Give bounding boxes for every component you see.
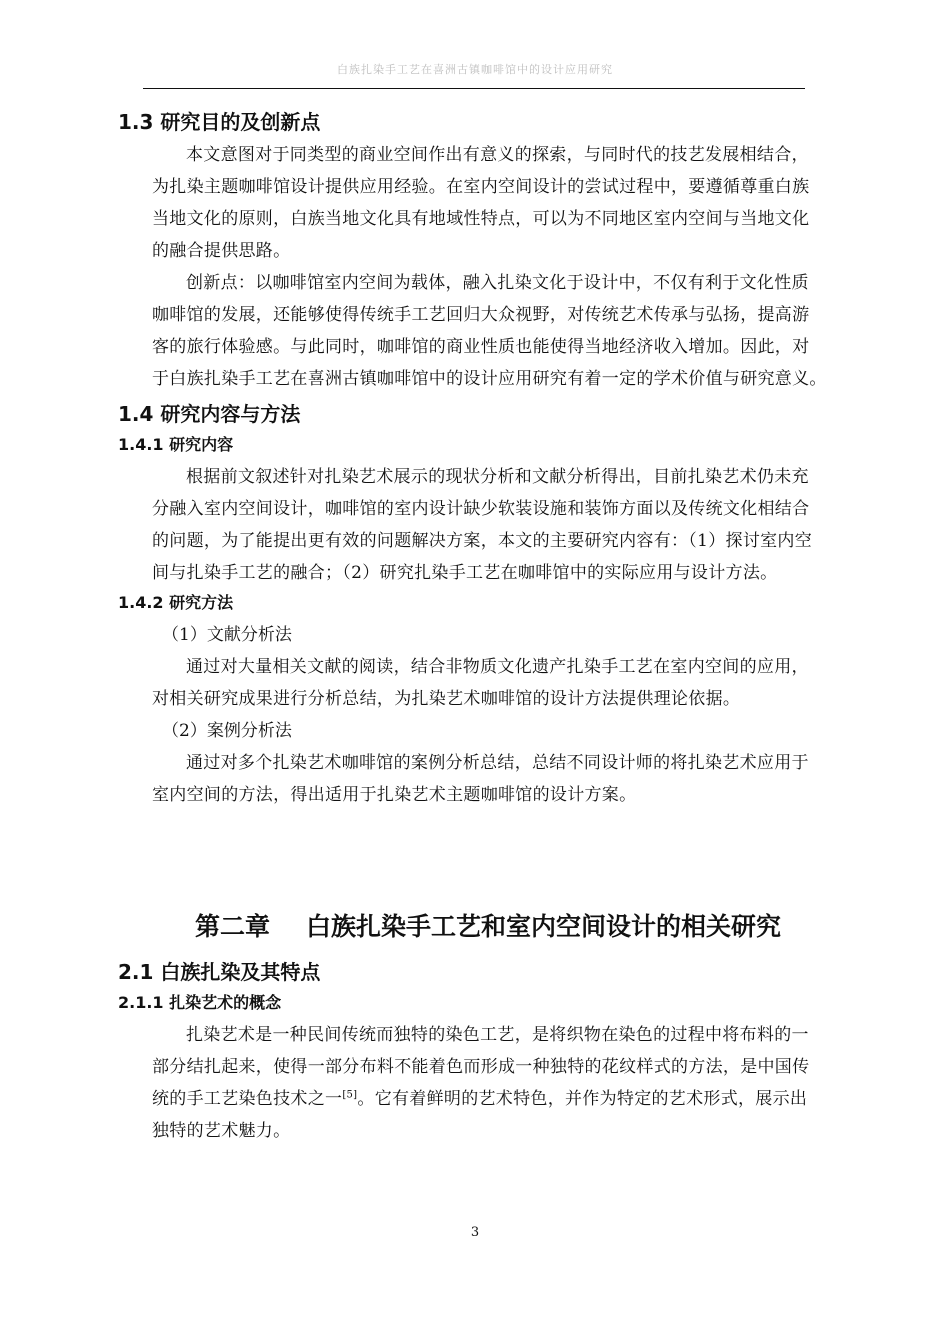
citation-reference[interactable]: [5] (342, 1089, 358, 1101)
chapter-label: 第二章 (194, 912, 270, 941)
method-2-label: （2）案例分析法 (162, 721, 292, 741)
section-1-4-2-heading: 1.4.2 研究方法 (118, 593, 234, 612)
text-line: 通过对多个扎染艺术咖啡馆的案例分析总结，总结不同设计师的将扎染艺术应用于 (186, 753, 809, 773)
text-line: 部分结扎起来，使得一部分布料不能着色而形成一种独特的花纹样式的方法，是中国传 (152, 1057, 810, 1077)
section-1-4-heading: 1.4 研究内容与方法 (118, 402, 301, 426)
text-line: 的融合提供思路。 (152, 241, 291, 261)
section-2-1-heading: 2.1 白族扎染及其特点 (118, 960, 321, 984)
section-1-3-heading: 1.3 研究目的及创新点 (118, 110, 321, 134)
text-line: 独特的艺术魅力。 (152, 1121, 291, 1141)
section-1-3-paragraph-1 (118, 139, 858, 267)
method-1-paragraph (118, 651, 858, 715)
text-line: 间与扎染手工艺的融合；（2）研究扎染手工艺在咖啡馆中的实际应用与设计方法。 (152, 563, 778, 583)
method-2-paragraph (118, 747, 858, 811)
section-1-4-1-heading: 1.4.1 研究内容 (118, 435, 234, 454)
text-line: 的问题，为了能提出更有效的问题解决方案，本文的主要研究内容有：（1）探讨室内空 (152, 531, 813, 551)
text-line: 为扎染主题咖啡馆设计提供应用经验。在室内空间设计的尝试过程中，要遵循尊重白族 (152, 177, 810, 197)
header-rule (143, 88, 805, 89)
chapter-spacer (118, 811, 858, 895)
section-1-4-1-paragraph (118, 461, 858, 589)
running-header: 白族扎染手工艺在喜洲古镇咖啡馆中的设计应用研究 (337, 63, 613, 76)
text-line: 根据前文叙述针对扎染艺术展示的现状分析和文献分析得出，目前扎染艺术仍未充 (186, 467, 809, 487)
text-line: 本文意图对于同类型的商业空间作出有意义的探索，与同时代的技艺发展相结合， (186, 145, 809, 165)
text-line: 于白族扎染手工艺在喜洲古镇咖啡馆中的设计应用研究有着一定的学术价值与研究意义。 (152, 369, 827, 389)
text-line: 创新点：以咖啡馆室内空间为载体，融入扎染文化于设计中，不仅有利于文化性质 (186, 273, 809, 293)
text-line: 客的旅行体验感。与此同时，咖啡馆的商业性质也能使得当地经济收入增加。因此，对 (152, 337, 810, 357)
text-line: 扎染艺术是一种民间传统而独特的染色工艺，是将织物在染色的过程中将布料的一 (186, 1025, 809, 1045)
text-line: 对相关研究成果进行分析总结，为扎染艺术咖啡馆的设计方法提供理论依据。 (152, 689, 741, 709)
section-1-3-paragraph-2 (118, 267, 858, 395)
text-fragment: 。它有着鲜明的艺术特色，并作为特定的艺术形式，展示出 (357, 1089, 808, 1109)
text-line: 通过对大量相关文献的阅读，结合非物质文化遗产扎染手工艺在室内空间的应用， (186, 657, 809, 677)
chapter-title: 白族扎染手工艺和室内空间设计的相关研究 (306, 912, 782, 941)
text-fragment: 统的手工艺染色技术之一 (152, 1089, 343, 1109)
text-line: 当地文化的原则，白族当地文化具有地域性特点，可以为不同地区室内空间与当地文化 (152, 209, 810, 229)
page-body (118, 103, 858, 1147)
chapter-2-heading (118, 895, 858, 953)
section-2-1-1-paragraph (118, 1019, 858, 1147)
section-2-1-1-heading: 2.1.1 扎染艺术的概念 (118, 993, 282, 1012)
text-line: 咖啡馆的发展，还能够使得传统手工艺回归大众视野，对传统艺术传承与弘扬，提高游 (152, 305, 810, 325)
page-number: 3 (470, 1225, 480, 1240)
text-line: 分融入室内空间设计，咖啡馆的室内设计缺少软装设施和装饰方面以及传统文化相结合 (152, 499, 810, 519)
text-line (118, 1083, 858, 1115)
text-line: 室内空间的方法，得出适用于扎染艺术主题咖啡馆的设计方案。 (152, 785, 637, 805)
method-1-label: （1）文献分析法 (162, 625, 292, 645)
